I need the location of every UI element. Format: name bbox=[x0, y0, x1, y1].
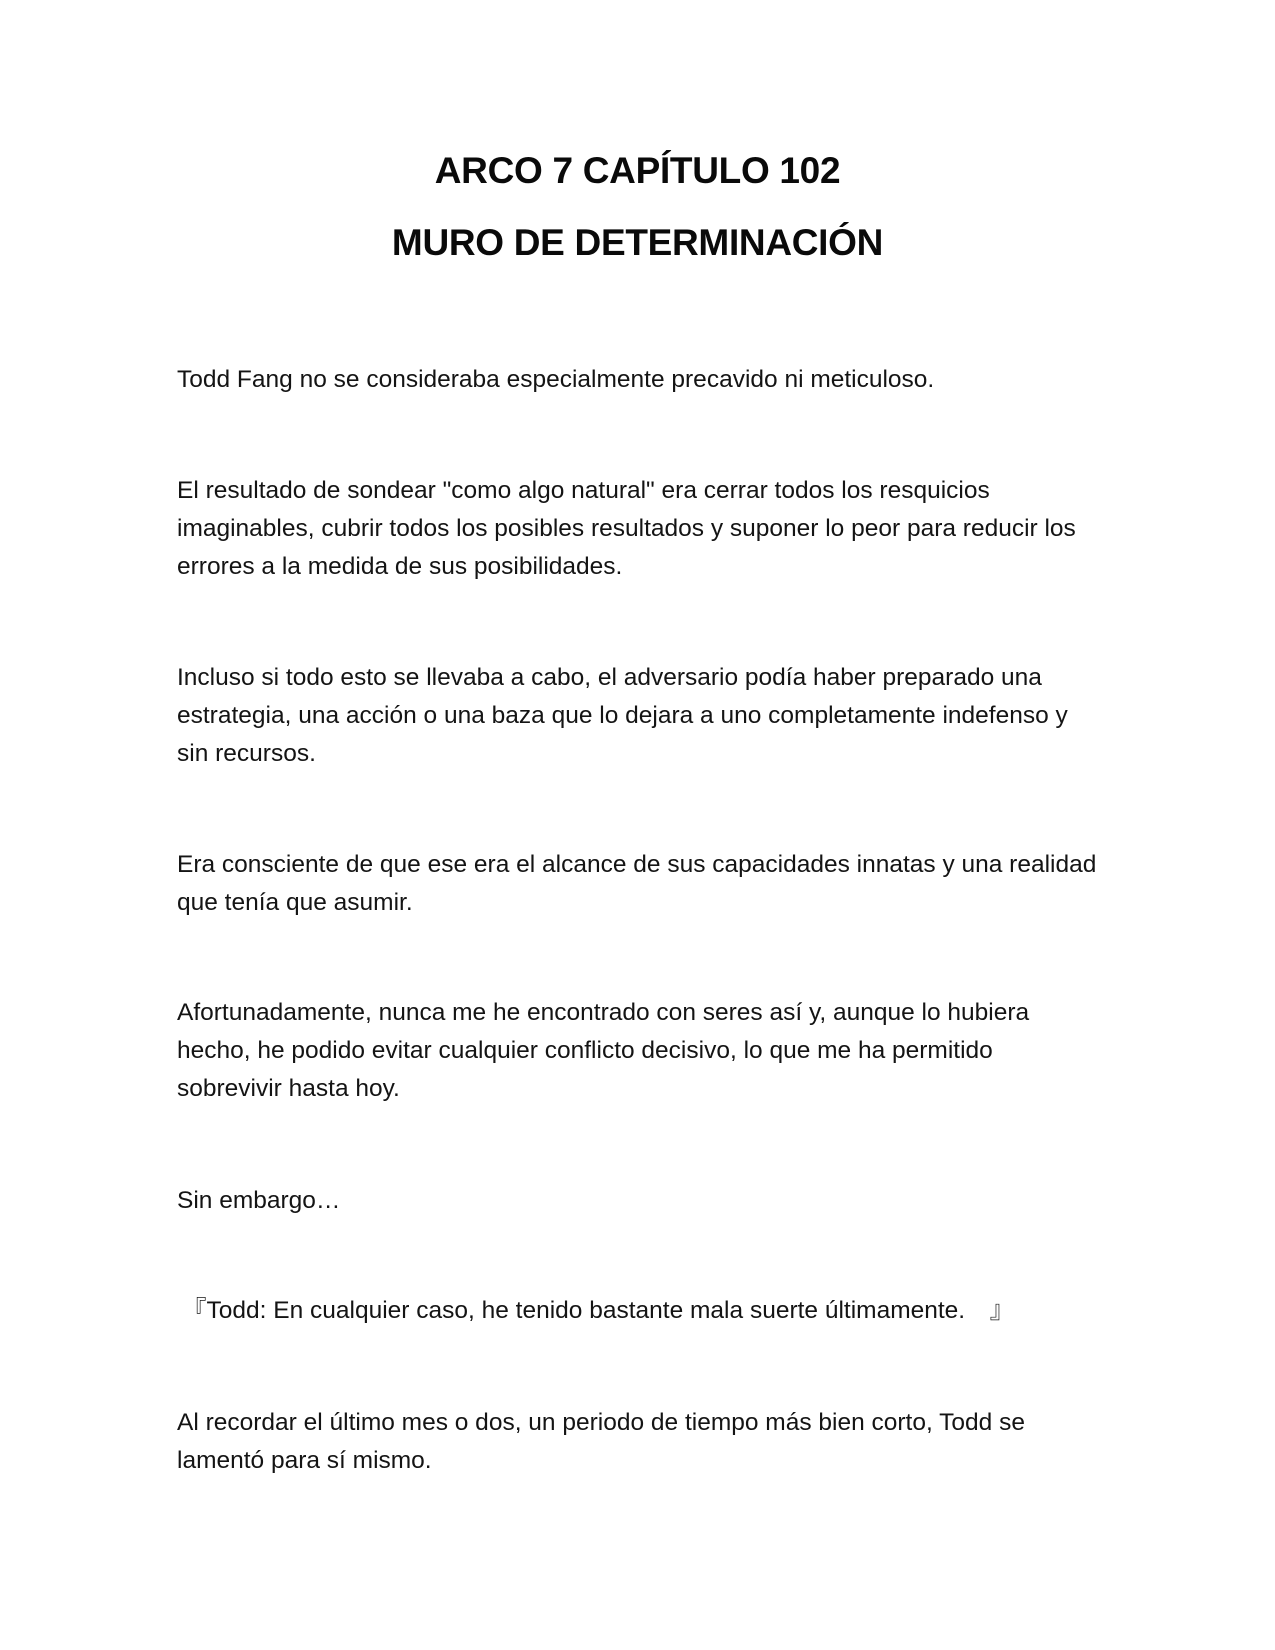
dialogue-line: 『Todd: En cualquier caso, he tenido bastante mala suerte últimamente. 』 bbox=[182, 1297, 1015, 1324]
chapter-subtitle: MURO DE DETERMINACIÓN bbox=[391, 222, 884, 263]
paragraph-2: El resultado de sondear "como algo natural" era cerrar todos los resquicios imaginables, cubrir todos los posibles resultados y suponer lo peor para reducir los errores a la medida de sus posibilidades. bbox=[177, 477, 1076, 580]
chapter-title: ARCO 7 CAPÍTULO 102 bbox=[434, 150, 841, 191]
paragraph-3: Incluso si todo esto se llevaba a cabo, el adversario podía haber preparado una estrategia, una acción o una baza que lo dejara a uno completamente indefenso y sin recursos. bbox=[177, 664, 1068, 767]
paragraph-1: Todd Fang no se consideraba especialmente precavido ni meticuloso. bbox=[177, 366, 935, 393]
paragraph-5: Afortunadamente, nunca me he encontrado con seres así y, aunque lo hubiera hecho, he podido evitar cualquier conflicto decisivo, lo que me ha permitido sobrevivir hasta hoy. bbox=[177, 999, 1030, 1102]
paragraph-4: Era consciente de que ese era el alcance de sus capacidades innatas y una realidad que tenía que asumir. bbox=[177, 851, 1097, 916]
paragraph-6: Sin embargo… bbox=[177, 1187, 341, 1214]
paragraph-8: Al recordar el último mes o dos, un periodo de tiempo más bien corto, Todd se lamentó para sí mismo. bbox=[177, 1409, 1025, 1474]
